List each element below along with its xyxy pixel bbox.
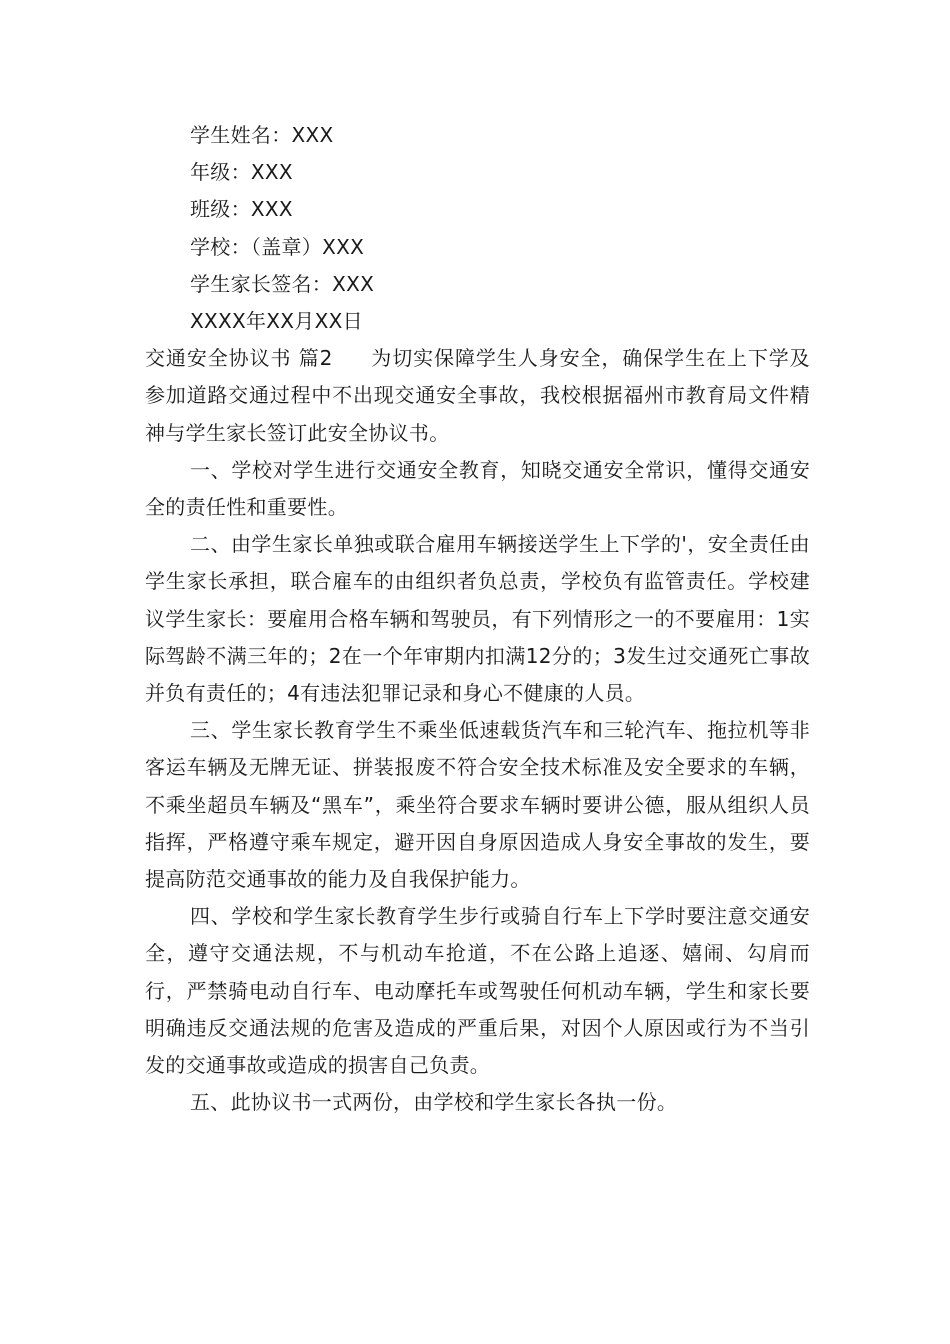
clause-5: 五、此协议书一式两份，由学校和学生家长各执一份。 <box>190 1090 678 1115</box>
date-line: XXXX年XX月XX日 <box>190 309 363 334</box>
student-name-line: 学生姓名：XXX <box>190 123 334 147</box>
agreement-intro: 为切实保障学生人身安全，确保学生在上下学及参加道路交通过程中不出现交通安全事故，我校根据福州市教育局文件精神与学生家长签订此安全协议书。 <box>145 346 810 445</box>
clause-1: 一、学校对学生进行交通安全教育，知晓交通安全常识，懂得交通安全的责任性和重要性。 <box>145 457 810 520</box>
class-line: 班级：XXX <box>190 197 293 222</box>
agreement-title: 交通安全协议书 篇2 <box>145 346 333 371</box>
agreement-intro-paragraph <box>145 340 810 452</box>
grade-line: 年级：XXX <box>190 160 293 185</box>
school-seal-line: 学校：（盖章）XXX <box>190 234 365 259</box>
clause-3: 三、学生家长教育学生不乘坐低速载货汽车和三轮汽车、拖拉机等非客运车辆及无牌无证、拼装报废不符合安全技术标准及安全要求的车辆，不乘坐超员车辆及“黑车”，乘坐符合要求车辆时要讲公德，服从组织人员指挥，严格遵守乘车规定，避开因自身原因造成人身安全事故的发生，要提高防范交通事故的能力及自我保护能力。 <box>145 718 810 892</box>
clause-2: 二、由学生家长单独或联合雇用车辆接送学生上下学的'，安全责任由学生家长承担，联合雇车的由组织者负总责，学校负有监管责任。学校建议学生家长：要雇用合格车辆和驾驶员，有下列情形之一的不要雇用：1实际驾龄不满三年的；2在一个年审期内扣满12分的；3发生过交通死亡事故并负有责任的；4有违法犯罪记录和身心不健康的人员。 <box>145 532 810 706</box>
document-body <box>145 117 810 1121</box>
clause-4: 四、学校和学生家长教育学生步行或骑自行车上下学时要注意交通安全，遵守交通法规，不与机动车抢道，不在公路上追逐、嬉闹、勾肩而行，严禁骑电动自行车、电动摩托车或驾驶任何机动车辆，学生和家长要明确违反交通法规的危害及造成的严重后果，对因个人原因或行为不当引发的交通事故或造成的损害自己负责。 <box>145 904 810 1078</box>
parent-signature-line: 学生家长签名：XXX <box>190 271 375 296</box>
